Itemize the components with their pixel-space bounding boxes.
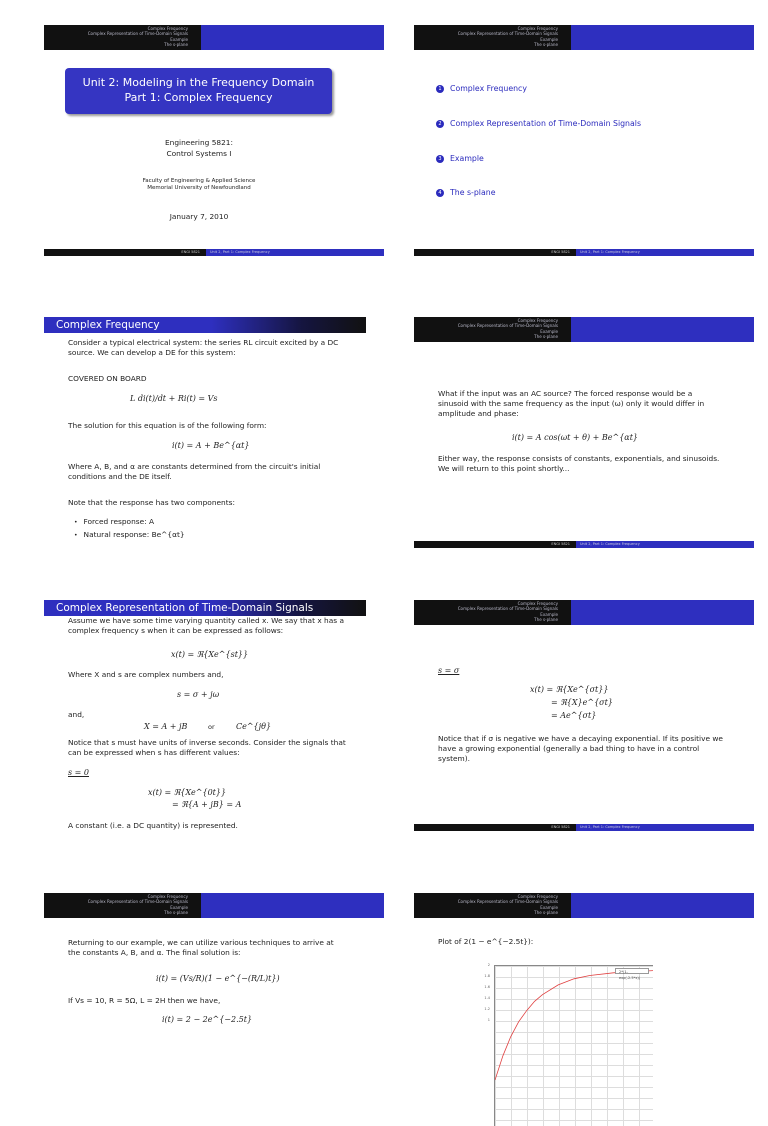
case-heading: s = σ [438,666,460,675]
nav-section-4[interactable]: The s-plane [534,41,558,47]
paragraph: Where X and s are complex numbers and, [68,670,224,679]
paragraph: Assume we have some time varying quantity called x. We say that x has a complex frequency s when it can be expressed as follows: [68,616,344,635]
paragraph: Notice that s must have units of inverse seconds. Consider the signals that can be expressed when s has different values: [68,738,346,757]
slide-header [44,893,384,918]
nav-section-1[interactable]: Complex Frequency [517,894,558,899]
institution-line-1: Faculty of Engineering & Applied Science [142,178,256,184]
slide-s-sigma [414,600,754,832]
plot-svg [495,966,653,1126]
footer-left: ENGI 5821 [414,824,576,831]
nav-section-4[interactable]: The s-plane [164,41,188,47]
paragraph: COVERED ON BOARD [68,374,147,383]
nav-section-3[interactable]: Example [170,904,188,910]
y-tick-label: 1.8 [484,974,490,978]
footer-left: ENGI 5821 [44,249,206,256]
case-heading: s = 0 [68,768,89,777]
footer-right: Unit 2, Part 1: Complex Frequency [576,541,754,548]
nav-section-4[interactable]: The s-plane [534,909,558,915]
paragraph: Notice that if σ is negative we have a decaying exponential. If its positive we have a growing exponential (generally a bad thing to have in a control system). [438,734,723,763]
y-tick-label: 1.2 [484,1007,490,1011]
paragraph: Note that the response has two components: [68,498,235,507]
paragraph: Returning to our example, we can utilize various techniques to arrive at the constants A, B, and α. The final solution is: [68,938,334,957]
equation: X = A + jB [144,722,188,731]
y-tick-label: 1.6 [484,985,490,989]
paragraph: Where A, B, and α are constants determined from the circuit's initial conditions and the DE itself. [68,462,321,481]
toc-item-3[interactable] [436,154,484,163]
nav-section-3[interactable]: Example [540,611,558,617]
equation: i(t) = (Vs/R)(1 − e^{−(R/L)t}) [156,974,280,983]
slide-header [414,25,754,50]
nav-section-2[interactable]: Complex Representation of Time-Domain Signals [87,899,188,905]
equation: s = σ + jω [177,690,220,699]
slide-example [44,893,384,1125]
nav-section-2[interactable]: Complex Representation of Time-Domain Signals [87,31,188,37]
slide-date: January 7, 2010 [169,212,229,221]
nav-section-4[interactable]: The s-plane [534,616,558,622]
nav-section-4[interactable]: The s-plane [164,909,188,915]
footer-right: Unit 2, Part 1: Complex Frequency [576,824,754,831]
nav-section-1[interactable]: Complex Frequency [147,894,188,899]
paragraph: What if the input was an AC source? The forced response would be a sinusoid with the same frequency as the input (ω) only it would differ in amplitude and phase: [438,389,705,418]
nav-section-1[interactable]: Complex Frequency [517,26,558,31]
paragraph: Consider a typical electrical system: the series RL circuit excited by a DC source. We can develop a DE for this system: [68,338,339,357]
nav-section-3[interactable]: Example [540,36,558,42]
nav-section-4[interactable]: The s-plane [534,333,558,339]
title-line-1: Unit 2: Modeling in the Frequency Domain [82,76,315,89]
toc-item-4[interactable] [436,188,496,197]
nav-section-1[interactable]: Complex Frequency [147,26,188,31]
slide-header [44,25,384,50]
slide-title [44,25,384,257]
equation: Ce^{jθ} [236,722,272,731]
section-nav[interactable] [424,601,558,622]
equation: = ℜ{A + jB} = A [172,800,242,809]
toc-item-2[interactable] [436,119,641,128]
bullet-item: • Forced response: A [74,517,154,528]
section-nav[interactable] [424,894,558,915]
institution-line-2: Memorial University of Newfoundland [147,185,251,191]
nav-section-3[interactable]: Example [540,904,558,910]
y-tick-label: 1.4 [484,996,490,1000]
footer-left: ENGI 5821 [414,541,576,548]
footer-right: Unit 2, Part 1: Complex Frequency [576,249,754,256]
equation: i(t) = A + Be^{αt} [172,441,250,450]
slide-plot [414,893,754,1125]
toc-number-1: 1 [436,85,444,93]
slide-header [414,893,754,918]
course-line-2: Control Systems I [166,149,232,158]
bullet-item: • Natural response: Be^{αt} [74,530,185,541]
section-nav[interactable] [54,894,188,915]
slide-title-bar: Complex Frequency [44,317,366,333]
course-block [44,137,354,159]
series-line [495,971,653,1080]
equation: i(t) = 2 − 2e^{−2.5t} [162,1015,253,1024]
plot-caption: Plot of 2(1 − e^{−2.5t}): [438,937,534,946]
section-nav[interactable] [424,26,558,47]
footer-right: Unit 2, Part 1: Complex Frequency [206,249,384,256]
toc-number-4: 4 [436,189,444,197]
nav-section-1[interactable]: Complex Frequency [517,601,558,606]
y-tick-label: 1 [487,1018,490,1022]
y-tick-label: 2 [487,963,490,967]
toc-label-2[interactable]: Complex Representation of Time-Domain Signals [450,119,642,128]
toc-label-3[interactable]: Example [450,154,484,163]
toc-item-1[interactable] [436,84,527,93]
equation: = Ae^{σt} [551,711,597,720]
paragraph: If Vs = 10, R = 5Ω, L = 2H then we have, [68,996,221,1005]
nav-section-2[interactable]: Complex Representation of Time-Domain Signals [457,899,558,905]
slide-header [414,600,754,625]
slide-complex-representation [44,600,384,832]
plot-area [494,965,653,1126]
toc-label-4[interactable]: The s-plane [450,188,496,197]
slide-toc [414,25,754,257]
paragraph: and, [68,710,85,719]
slide-title-bar: Complex Representation of Time-Domain Signals [44,600,366,616]
equation: = ℜ{X}e^{σt} [551,698,613,707]
plot-legend: 2*(1-exp(-2.5*x)) [615,968,649,974]
nav-section-3[interactable]: Example [170,36,188,42]
section-nav[interactable] [54,26,188,47]
footer-left: ENGI 5821 [414,249,576,256]
nav-section-2[interactable]: Complex Representation of Time-Domain Signals [457,31,558,37]
section-nav[interactable] [424,318,558,339]
paragraph: A constant (i.e. a DC quantity) is represented. [68,821,238,830]
equation: x(t) = ℜ{Xe^{st}} [171,650,249,659]
paragraph: Either way, the response consists of constants, exponentials, and sinusoids. We will return to this point shortly... [438,454,720,473]
slide-header [414,317,754,342]
institution-block [44,178,354,192]
slide-footer [44,249,384,256]
toc-number-2: 2 [436,120,444,128]
slide-ac-source [414,317,754,549]
title-box [65,68,332,114]
slide-complex-frequency [44,317,384,549]
toc-label-1[interactable]: Complex Frequency [450,84,527,93]
course-line-1: Engineering 5821: [165,138,233,147]
nav-section-1[interactable]: Complex Frequency [517,318,558,323]
equation: L di(t)/dt + Ri(t) = Vs [130,394,218,403]
nav-section-2[interactable]: Complex Representation of Time-Domain Signals [457,323,558,329]
toc-number-3: 3 [436,155,444,163]
slide-footer [414,824,754,831]
equation-connector: or [208,723,215,731]
title-line-2: Part 1: Complex Frequency [124,91,273,104]
equation: x(t) = ℜ{Xe^{0t}} [148,788,227,797]
slide-footer [414,249,754,256]
nav-section-3[interactable]: Example [540,328,558,334]
equation: x(t) = ℜ{Xe^{σt}} [530,685,609,694]
equation: i(t) = A cos(ωt + θ) + Be^{αt} [512,433,639,442]
paragraph: The solution for this equation is of the following form: [68,421,267,430]
nav-section-2[interactable]: Complex Representation of Time-Domain Signals [457,606,558,612]
slide-footer [414,541,754,548]
